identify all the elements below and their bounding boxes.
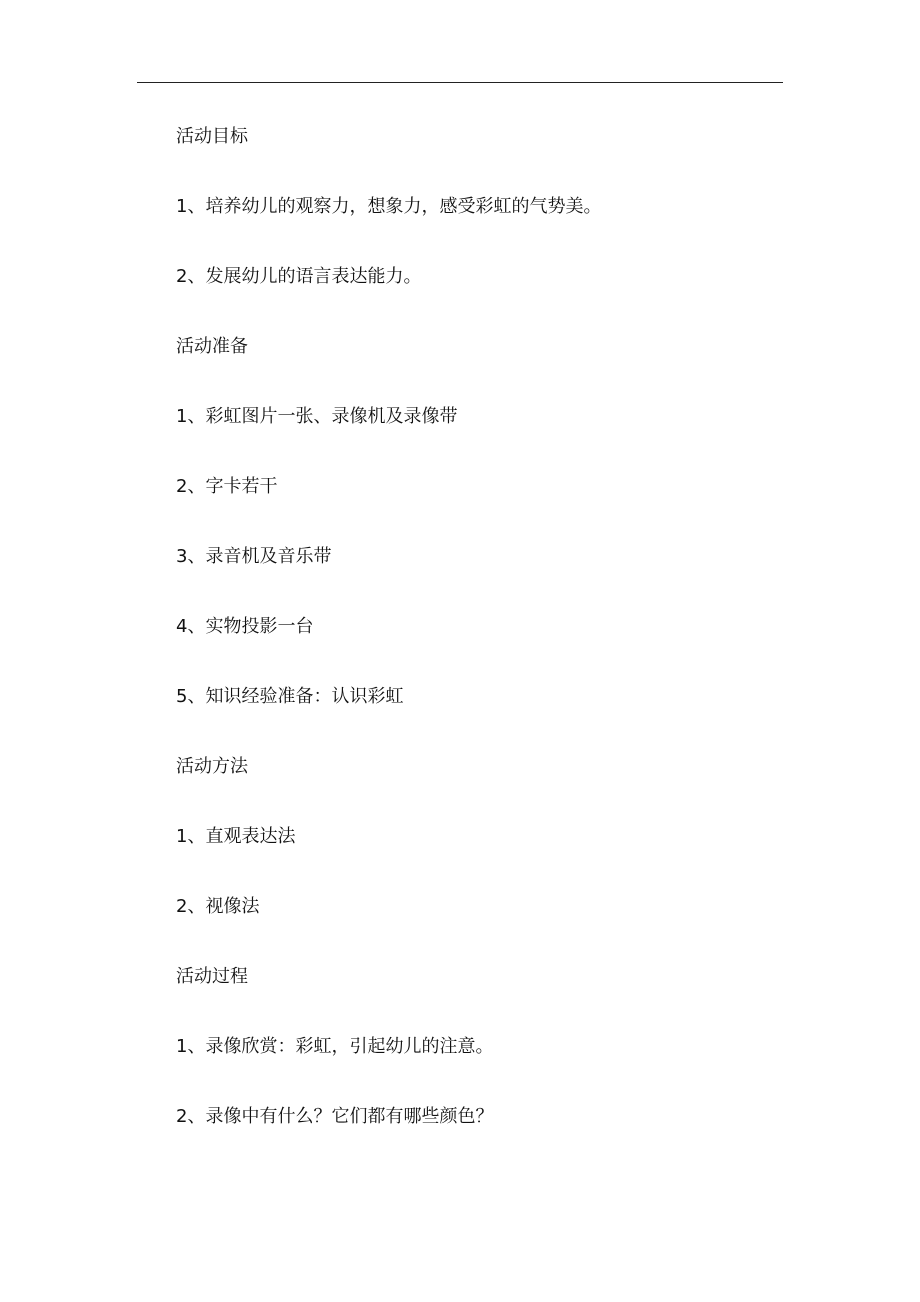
document-body (176, 122, 776, 1172)
preparation-item: 3、录音机及音乐带 (176, 546, 332, 567)
preparation-item: 1、彩虹图片一张、录像机及录像带 (176, 406, 458, 427)
process-item: 1、录像欣赏：彩虹，引起幼儿的注意。 (176, 1036, 494, 1057)
method-item: 2、视像法 (176, 896, 260, 917)
goal-item: 2、发展幼儿的语言表达能力。 (176, 266, 422, 287)
header-rule (137, 82, 783, 83)
goal-item: 1、培养幼儿的观察力，想象力，感受彩虹的气势美。 (176, 196, 602, 217)
method-item: 1、直观表达法 (176, 826, 296, 847)
section-heading-process: 活动过程 (176, 966, 248, 987)
section-heading-goals: 活动目标 (176, 126, 248, 147)
section-heading-preparation: 活动准备 (176, 336, 248, 357)
section-heading-methods: 活动方法 (176, 756, 248, 777)
preparation-item: 5、知识经验准备：认识彩虹 (176, 686, 404, 707)
process-item: 2、录像中有什么？它们都有哪些颜色？ (176, 1106, 494, 1127)
preparation-item: 4、实物投影一台 (176, 616, 314, 637)
preparation-item: 2、字卡若干 (176, 476, 278, 497)
